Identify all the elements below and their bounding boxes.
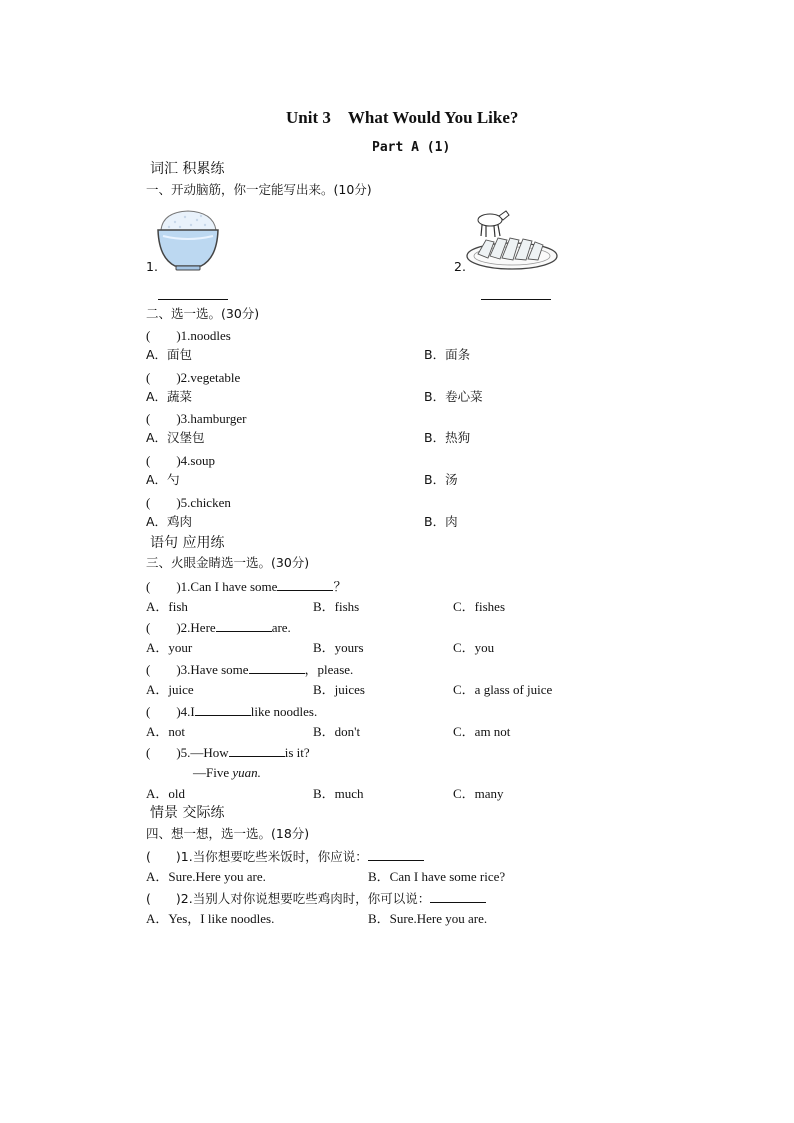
s3-q4-option-b[interactable]: B．don't	[313, 724, 361, 739]
s4-q2-option-a[interactable]: A．Yes，I like noodles.	[146, 911, 275, 926]
section1-title: 一、开动脑筋，你一定能写出来。(10分)	[146, 182, 372, 197]
fill-blank[interactable]	[216, 620, 272, 632]
s2-q4-option-b[interactable]: B．汤	[424, 472, 458, 487]
answer-paren[interactable]: ( )	[146, 849, 181, 864]
answer-paren[interactable]: ( )	[146, 579, 181, 594]
answer-paren[interactable]: ( )	[146, 453, 181, 468]
rice-bowl-icon	[155, 208, 221, 272]
question-text-end: ，please.	[304, 662, 354, 677]
fill-blank[interactable]	[195, 704, 251, 716]
answer-paren[interactable]: ( )	[146, 891, 181, 906]
s2-q5-option-b[interactable]: B．肉	[424, 514, 458, 529]
fill-blank[interactable]	[249, 662, 305, 674]
s3-q2	[146, 620, 291, 634]
question-text: 2.Here	[180, 620, 216, 635]
reply-text: —Five	[193, 765, 230, 780]
question-text: 3.Have some	[180, 662, 249, 677]
s2-q5	[146, 496, 231, 509]
fill-blank[interactable]	[368, 849, 424, 861]
s3-q1-option-c[interactable]: C．fishes	[453, 599, 506, 614]
answer-paren[interactable]: ( )	[146, 704, 181, 719]
section3-title: 三、火眼金睛选一选。(30分)	[146, 555, 310, 570]
s3-q1-option-b[interactable]: B．fishs	[313, 599, 360, 614]
question-text: 2.当别人对你说想要吃些鸡肉时，你可以说：	[180, 891, 431, 906]
s3-q4	[146, 704, 317, 718]
s2-q5-option-a[interactable]: A．鸡肉	[146, 514, 193, 529]
fill-blank[interactable]	[430, 891, 486, 903]
question-text: 1.noodles	[180, 328, 231, 343]
s3-q5-option-c[interactable]: C．many	[453, 786, 504, 801]
question-text-end: like noodles.	[250, 704, 318, 719]
section-header-situations: 情景 交际练	[150, 805, 225, 821]
page-title: Unit 3 What Would You Like?	[286, 108, 519, 127]
s3-q5-reply	[193, 766, 261, 779]
answer-blank-1[interactable]	[158, 299, 228, 300]
answer-paren[interactable]: ( )	[146, 745, 181, 760]
s3-q2-option-c[interactable]: C．you	[453, 640, 495, 655]
s2-q2-option-a[interactable]: A．蔬菜	[146, 389, 193, 404]
s3-q5	[146, 745, 310, 759]
question-text-end: ？	[333, 579, 347, 594]
s4-q2	[146, 891, 486, 906]
s3-q2-option-b[interactable]: B．yours	[313, 640, 364, 655]
s3-q1-option-a[interactable]: A．fish	[146, 599, 188, 614]
section-header-sentences: 语句 应用练	[150, 535, 225, 551]
answer-paren[interactable]: ( )	[146, 662, 181, 677]
question-text: 5.—How	[180, 745, 229, 760]
question-text: 5.chicken	[180, 495, 231, 510]
s2-q4-option-a[interactable]: A．勺	[146, 472, 180, 487]
question-text: 4.soup	[180, 453, 215, 468]
s2-q3-option-b[interactable]: B．热狗	[424, 430, 471, 445]
s4-q1	[146, 849, 424, 864]
item2-number: 2.	[454, 259, 466, 274]
s3-q2-option-a[interactable]: A．your	[146, 640, 193, 655]
answer-paren[interactable]: ( )	[146, 620, 181, 635]
answer-paren[interactable]: ( )	[146, 411, 181, 426]
s2-q4	[146, 454, 215, 467]
s3-q3-option-a[interactable]: A．juice	[146, 682, 194, 697]
s4-q1-option-b[interactable]: B．Can I have some rice?	[368, 869, 506, 884]
fill-blank[interactable]	[229, 745, 285, 757]
question-text: 1.Can I have some	[180, 579, 278, 594]
s3-q5-option-a[interactable]: A．old	[146, 786, 186, 801]
s2-q2-option-b[interactable]: B．卷心菜	[424, 389, 483, 404]
fill-blank[interactable]	[277, 579, 333, 591]
answer-paren[interactable]: ( )	[146, 370, 181, 385]
answer-paren[interactable]: ( )	[146, 495, 181, 510]
question-text: 2.vegetable	[180, 370, 241, 385]
s3-q3-option-c[interactable]: C．a glass of juice	[453, 682, 553, 697]
s2-q2	[146, 371, 240, 384]
reply-text-italic: yuan.	[232, 765, 261, 780]
question-text-end: is it?	[284, 745, 310, 760]
beef-plate-icon	[462, 206, 558, 274]
s3-q3-option-b[interactable]: B．juices	[313, 682, 365, 697]
s2-q3-option-a[interactable]: A．汉堡包	[146, 430, 205, 445]
question-text-end: are.	[271, 620, 291, 635]
s4-q2-option-b[interactable]: B．Sure.Here you are.	[368, 911, 488, 926]
s3-q3	[146, 662, 353, 676]
section2-title: 二、选一选。(30分)	[146, 306, 260, 321]
answer-blank-2[interactable]	[481, 299, 551, 300]
question-text: 1.当你想要吃些米饭时，你应说：	[180, 849, 368, 864]
section4-title: 四、想一想，选一选。(18分)	[146, 826, 310, 841]
s4-q1-option-a[interactable]: A．Sure.Here you are.	[146, 869, 266, 884]
question-text: 4.I	[180, 704, 195, 719]
page-subtitle: Part A (1)	[372, 140, 451, 155]
s3-q1	[146, 579, 346, 593]
s2-q3	[146, 412, 247, 425]
s3-q5-option-b[interactable]: B．much	[313, 786, 364, 801]
s2-q1	[146, 329, 231, 342]
item1-number: 1.	[146, 259, 158, 274]
s3-q4-option-c[interactable]: C．am not	[453, 724, 511, 739]
section-header-vocab: 词汇 积累练	[150, 161, 225, 177]
s3-q4-option-a[interactable]: A．not	[146, 724, 186, 739]
question-text: 3.hamburger	[180, 411, 247, 426]
s2-q1-option-b[interactable]: B．面条	[424, 347, 471, 362]
answer-paren[interactable]: ( )	[146, 328, 181, 343]
s2-q1-option-a[interactable]: A．面包	[146, 347, 193, 362]
